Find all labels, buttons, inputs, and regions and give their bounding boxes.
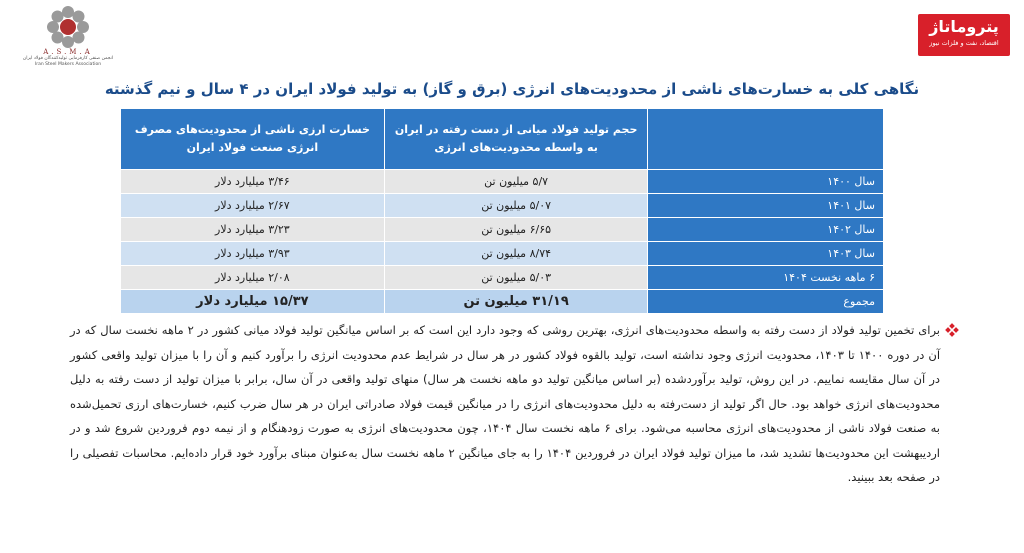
total-volume: ۳۱/۱۹ میلیون تن [384, 290, 648, 314]
row-loss: ۳/۴۶ میلیارد دلار [121, 170, 385, 194]
row-period: سال ۱۴۰۰ [648, 170, 884, 194]
row-loss: ۲/۶۷ میلیارد دلار [121, 194, 385, 218]
row-loss: ۲/۰۸ میلیارد دلار [121, 266, 385, 290]
total-loss: ۱۵/۳۷ میلیارد دلار [121, 290, 385, 314]
row-volume: ۶/۶۵ میلیون تن [384, 218, 648, 242]
row-period: ۶ ماهه نخست ۱۴۰۴ [648, 266, 884, 290]
table-total-row [121, 290, 884, 314]
row-period: سال ۱۴۰۳ [648, 242, 884, 266]
rosette-logo-icon [45, 4, 91, 50]
association-logo [18, 4, 118, 74]
brand-tagline: اقتصاد، نفت و فلزات نیوز [929, 39, 999, 47]
row-loss: ۳/۲۳ میلیارد دلار [121, 218, 385, 242]
brand-logo [918, 14, 1010, 56]
table-row [121, 170, 884, 194]
methodology-note: برای تخمین تولید فولاد از دست رفته به واسطه محدودیت‌های انرژی، بهترین روشی که وجود دارد این است که بر اساس میانگین تولید فولاد میانی کشور در ۲ ماهه نخست سال که در آن در دوره ۱۴۰۰ تا ۱۴۰۳، محدودیت انرژی وجود نداشته است، تولید بالقوه فولاد کشور در هر سال در شرایط عدم محدودیت انرژی را برآورد کنیم و آن را با میزان تولید واقعی کشور در آن سال مقایسه نماییم. در این روش، تولید برآوردشده (بر اساس میانگین تولید دو ماهه نخست هر سال) منهای تولید واقعی در آن سال، برابر با میزان تولید از دست رفته به دلیل محدودیت‌های انرژی خواهد بود. حال اگر تولید از دست‌رفته به دلیل محدودیت‌های انرژی را در میانگین قیمت فولاد صادراتی ایران در هر سال ضرب کنیم، خسارت‌های ارزی تحمیل‌شده به صنعت فولاد ناشی از محدودیت‌های انرژی محاسبه می‌شود. برای ۶ ماهه نخست سال ۱۴۰۴، چون محدودیت‌های انرژی به صورت زودهنگام و از نیمه دوم فروردین شروع شد و در اردیبهشت این محدودیت‌ها تشدید شد، ما میزان تولید فولاد ایران در فروردین ۱۴۰۴ را به جای میانگین ۲ ماهه نخست سال به‌عنوان مبنای برآورد خود قرار داده‌ایم. محاسبات تفصیلی را در صفحه بعد ببینید. [70, 323, 941, 484]
row-volume: ۵/۷ میلیون تن [384, 170, 648, 194]
table-row [121, 266, 884, 290]
page-title: نگاهی کلی به خسارت‌های ناشی از محدودیت‌های انرژی (برق و گاز) به تولید فولاد ایران در ۴ سال و نیم گذشته [104, 80, 920, 98]
association-name-fa: انجمن صنفی کارفرمایی تولیدکنندگان فولاد ایران [22, 56, 114, 61]
diamond-bullet-icon [945, 323, 959, 337]
row-loss: ۳/۹۳ میلیارد دلار [121, 242, 385, 266]
association-acronym: A.S.M.A [43, 48, 93, 56]
table-row [121, 194, 884, 218]
row-period: سال ۱۴۰۱ [648, 194, 884, 218]
header-volume: حجم تولید فولاد میانی از دست رفته در ایران به واسطه محدودیت‌های انرژی [384, 109, 648, 170]
row-volume: ۵/۰۳ میلیون تن [384, 266, 648, 290]
total-label: مجموع [648, 290, 884, 314]
table-row [121, 242, 884, 266]
row-volume: ۵/۰۷ میلیون تن [384, 194, 648, 218]
header-loss: خسارت ارزی ناشی از محدودیت‌های مصرف انرژی صنعت فولاد ایران [121, 109, 385, 170]
table-header-row [121, 109, 884, 170]
table-row [121, 218, 884, 242]
association-name-en: Iran Steel Makers Association [34, 62, 102, 67]
row-period: سال ۱۴۰۲ [648, 218, 884, 242]
header-period [648, 109, 884, 170]
energy-loss-table [120, 108, 884, 314]
brand-name: پتروماتاژ [929, 17, 999, 36]
row-volume: ۸/۷۴ میلیون تن [384, 242, 648, 266]
